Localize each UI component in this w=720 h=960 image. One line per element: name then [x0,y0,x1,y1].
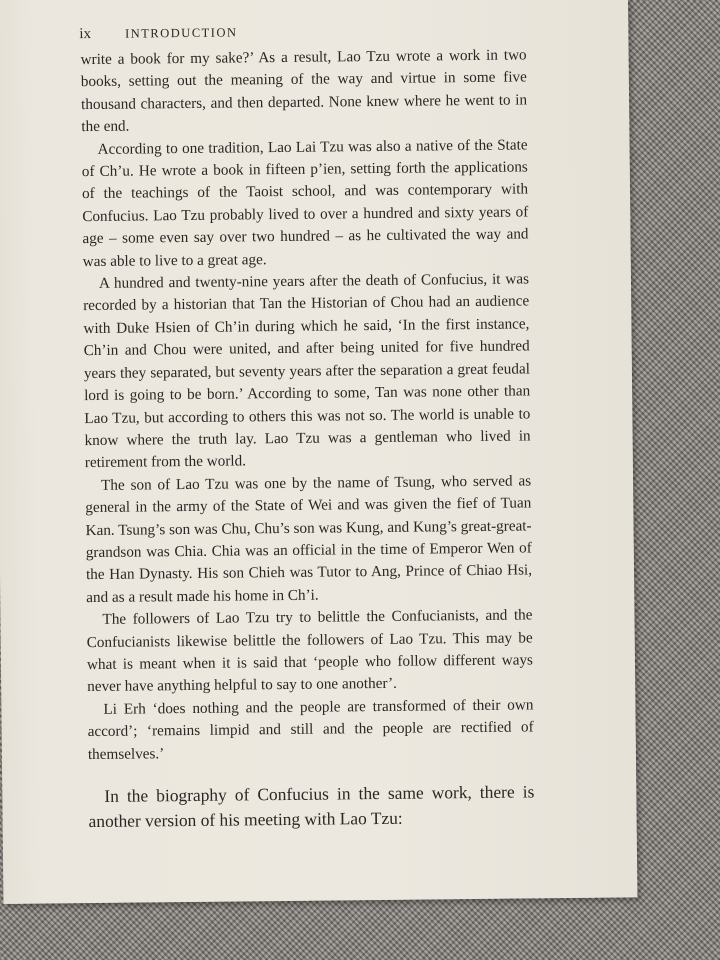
paragraph: A hundred and twenty-nine years after the death of Confucius, it was recorded by a historian that Tan the Historian of Chou had an audience with Duke Hsien of Ch’in during which he said, ‘In the first instance, Ch’in and Chou were united, and after being united for five hundred years they separated, but seventy years after the separation a great feudal lord is going to be born.’ According to some, Tan was none other than Lao Tzu, but according to others this was not so. The world is unable to know where the truth lay. Lao Tzu was a gentleman who lived in retirement from the world. [83,270,531,472]
paragraph: write a book for my sake?’ As a result, Lao Tzu wrote a work in two books, setting out the meaning of the way and virtue in some five thousand characters, and then departed. None knew where he went to in the end. [80,46,528,136]
page-number: ix [79,25,92,43]
paragraph: Li Erh ‘does nothing and the people are transformed of their own accord’; ‘remains limpid and still and the people are rectified of themselves.’ [87,696,534,763]
text-body [81,44,535,834]
paragraph-large: In the biography of Confucius in the same work, there is another version of his meeting with Lao Tzu: [88,781,535,832]
running-header [79,24,237,43]
paragraph: The followers of Lao Tzu try to belittle the Confucianists, and the Confucianists likewise belittle the followers of Lao Tzu. This may be what is meant when it is said that ‘people who follow different ways never have anything helpful to say to one another’. [86,606,534,696]
running-title: INTRODUCTION [124,25,238,41]
paragraph: According to one tradition, Lao Lai Tzu was also a native of the State of Ch’u. He wrote a book in fifteen p’ien, setting forth the applications of the teachings of the Taoist school, and was contemporary with Confucius. Lao Tzu probably lived to over a hundred and sixty years of age – some even say over two hundred – as he cultivated the way and was able to live to a great age. [81,136,529,270]
paragraph: The son of Lao Tzu was one by the name of Tsung, who served as general in the army of the State of Wei and was given the fief of Tuan Kan. Tsung’s son was Chu, Chu’s son was Kung, and Kung’s great-great-grandson was Chia. Chia was an official in the time of Emperor Wen of the Han Dynasty. His son Chieh was Tutor to Ang, Prince of Chiao Hsi, and as a result made his home in Ch’i. [85,472,533,606]
